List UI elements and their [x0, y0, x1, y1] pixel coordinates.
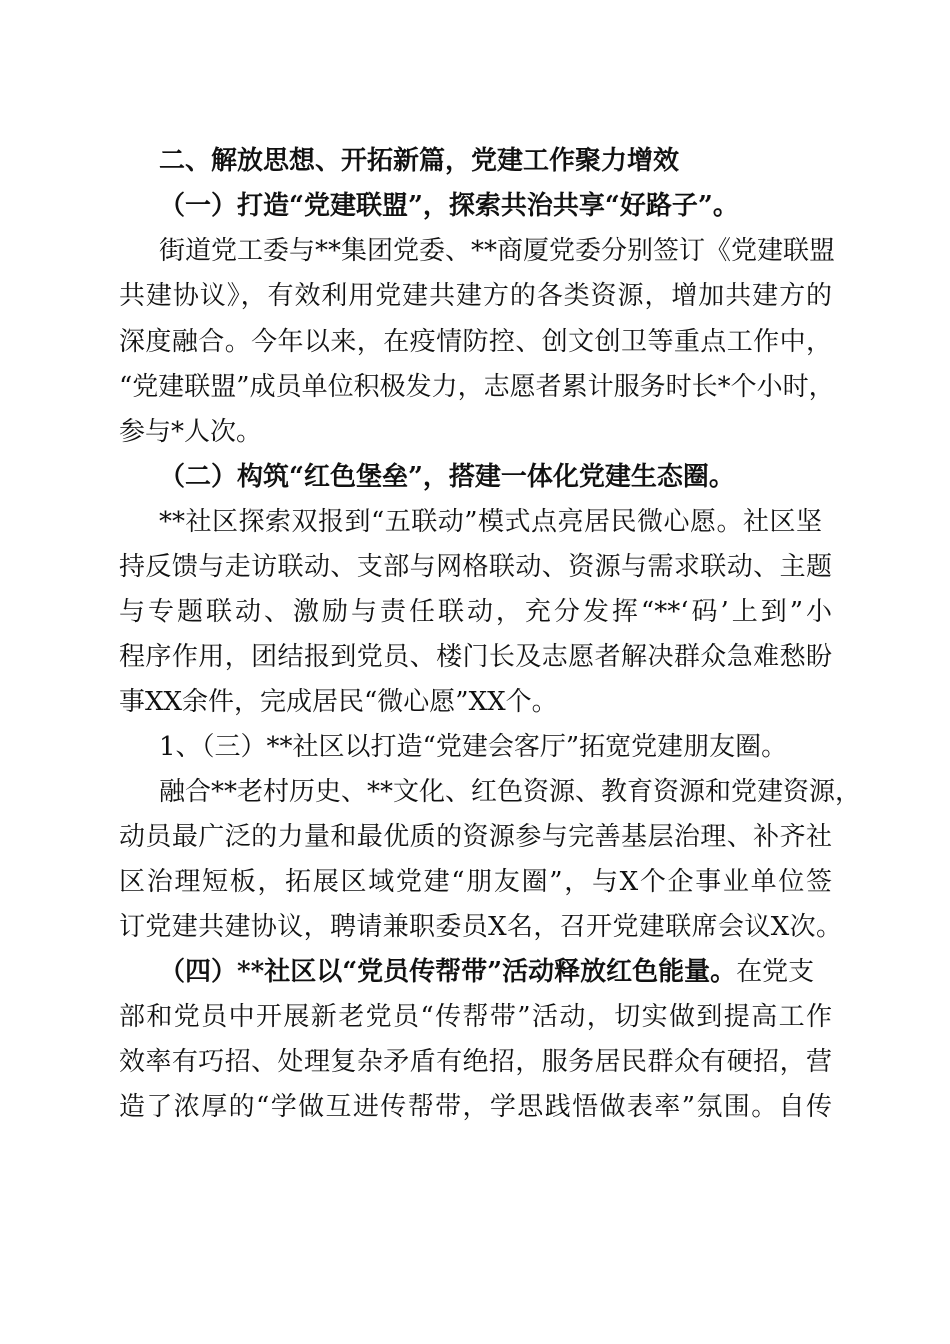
section3-title: 1、（三）**社区以打造“党建会客厅”拓宽党建朋友圈。 [159, 732, 788, 762]
section2-line-1: **社区探索双报到“五联动”模式点亮居民微心愿。社区坚 [159, 507, 822, 537]
section1-line-2: 共建协议》，有效利用党建共建方的各类资源，增加共建方的 [119, 281, 832, 311]
section2-line-4: 程序作用，团结报到党员、楼门长及志愿者解决群众急难愁盼 [119, 642, 832, 672]
section4-title-line [159, 952, 822, 992]
section2-line-5: 事XX余件，完成居民“微心愿”XX个。 [119, 687, 558, 717]
section1-line-3: 深度融合。今年以来，在疫情防控、创文创卫等重点工作中， [119, 327, 832, 357]
section3-line-2: 动员最广泛的力量和最优质的资源参与完善基层治理、补齐社 [119, 822, 832, 852]
section3-line-4: 订党建共建协议，聘请兼职委员X名，召开党建联席会议X次。 [119, 912, 842, 942]
section3-line-3: 区治理短板，拓展区域党建“朋友圈”，与X个企事业单位签 [119, 867, 832, 897]
section1-title: （一）打造“党建联盟”，探索共治共享“好路子”。 [159, 191, 739, 221]
section1-line-1: 街道党工委与**集团党委、**商厦党委分别签订《党建联盟 [159, 236, 836, 266]
section2-title: （二）构筑“红色堡垒”，搭建一体化党建生态圈。 [159, 462, 735, 492]
section1-line-4: “党建联盟”成员单位积极发力，志愿者累计服务时长*个小时， [119, 372, 835, 402]
section-heading: 二、解放思想、开拓新篇，党建工作聚力增效 [159, 146, 680, 176]
section4-line-1: 部和党员中开展新老党员“传帮带”活动，切实做到提高工作 [119, 1002, 832, 1032]
section4-line-3: 造了浓厚的“学做互进传帮带，学思践悟做表率”氛围。自传 [119, 1092, 832, 1122]
section3-line-1: 融合**老村历史、**文化、红色资源、教育资源和党建资源， [159, 777, 862, 807]
section4-line-2: 效率有巧招、处理复杂矛盾有绝招，服务居民群众有硬招，营 [119, 1047, 832, 1077]
section4-title-rest: 在党支 [736, 957, 815, 987]
section2-line-3: 与专题联动、激励与责任联动，充分发挥“**‘码’上到”小 [119, 597, 832, 627]
section1-line-5: 参与*人次。 [119, 417, 263, 447]
section2-line-2: 持反馈与走访联动、支部与网格联动、资源与需求联动、主题 [119, 552, 832, 582]
section4-title: （四）**社区以“党员传帮带”活动释放红色能量。 [159, 957, 737, 987]
